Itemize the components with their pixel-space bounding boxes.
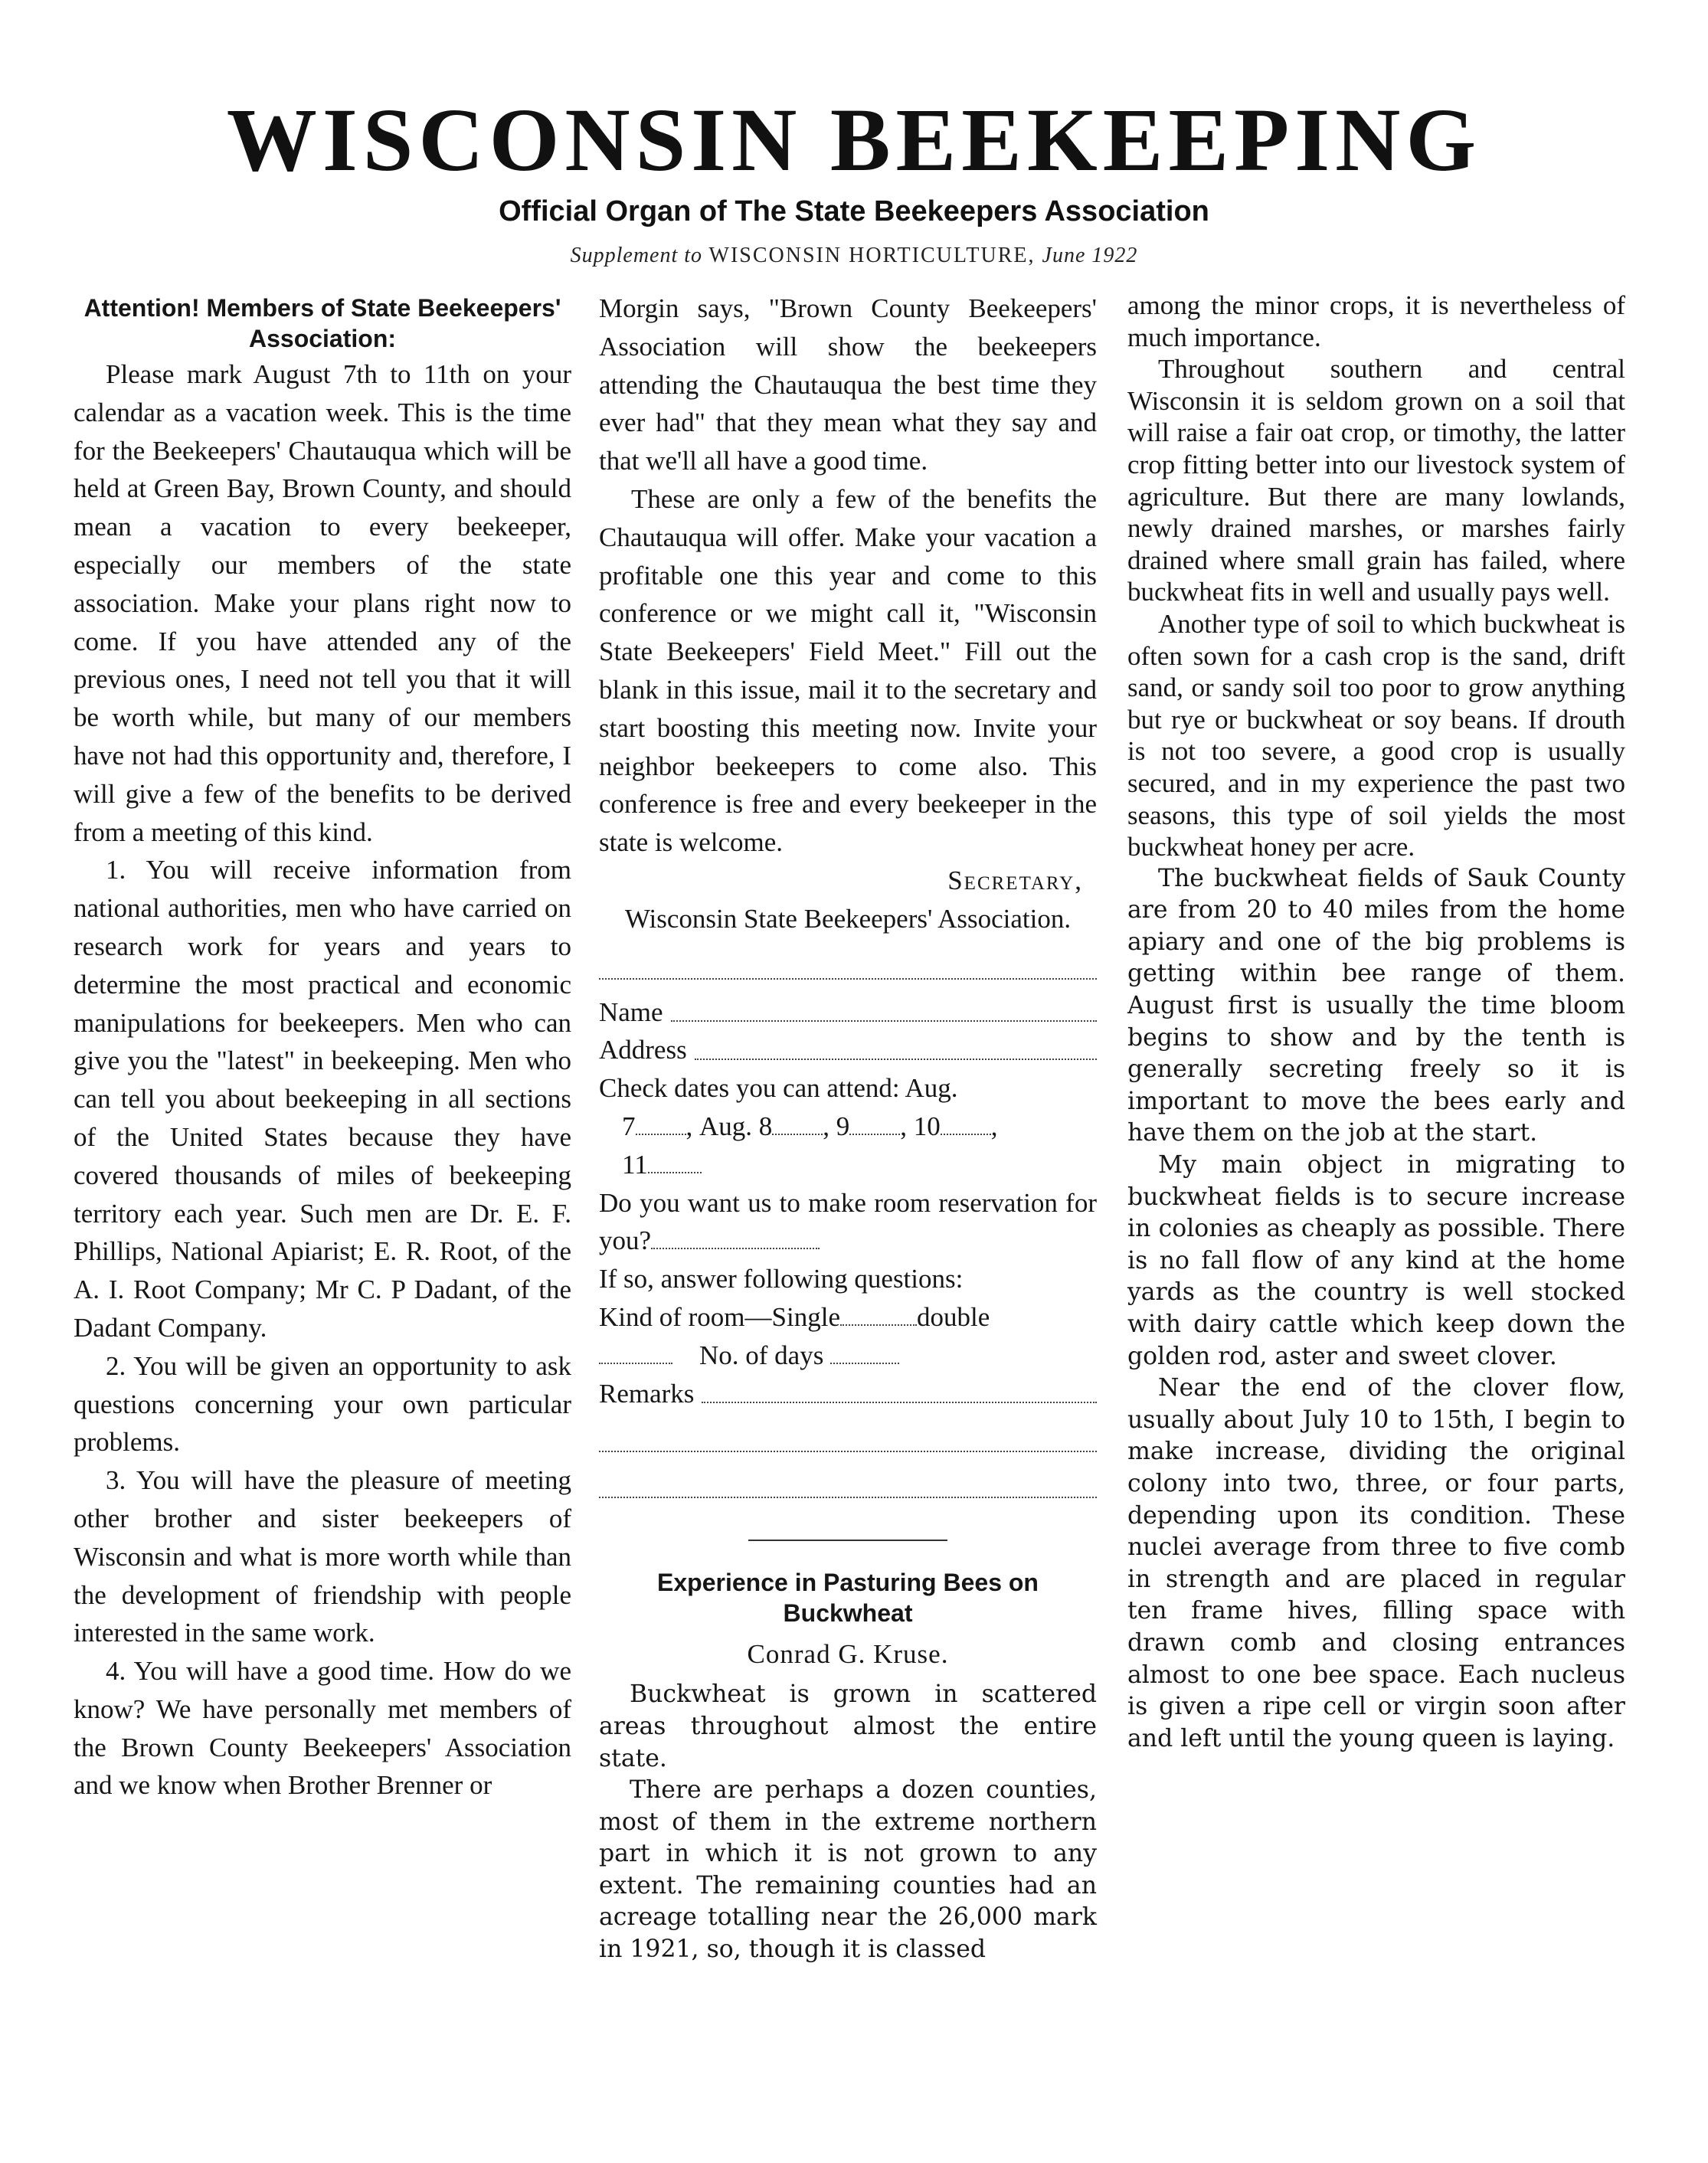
signature-title: Secretary,: [947, 865, 1083, 895]
date-7-blank[interactable]: [636, 1133, 686, 1135]
date-7-label: 7: [622, 1111, 636, 1141]
name-blank[interactable]: [671, 1019, 1097, 1022]
date-9-label: 9: [836, 1111, 850, 1141]
date-10-blank[interactable]: [941, 1133, 991, 1135]
article-paragraph: There are perhaps a dozen counties, most of them in the extreme northern part in which it is not grown to any extent. The remaining counties had an acreage totalling near the 26,000 mark in 1921, so, though it is classed: [599, 1776, 1097, 1964]
attention-paragraph: 1. You will receive information from national authorities, men who have carried on research work for years and years to determine the most practical and economic manipulations for beekeepers. Men who can give you the "latest" in beekeeping. Men who can tell you about beekeeping in all sections of the United States because they have covered thousands of miles of beekeeping territory each year. Such men are Dr. E. F. Phillips, National Apiarist; E. R. Root, of the A. I. Root Company; Mr C. P Dadant, of the Dadant Company.: [74, 855, 571, 1343]
attention-paragraph: Please mark August 7th to 11th on your calendar as a vacation week. This is the time for the Beekeepers' Chautauqua which will be held at Green Bay, Brown County, and should mean a vacation to every beekeeper, especially our members of the state association. Make your plans right now to come. If you have attended any of the previous ones, I need not tell you that it will be worth while, but many of our members have not had this opportunity and, therefore, I will give a few of the benefits to be derived from a meeting of this kind.: [74, 359, 571, 847]
remarks-label: Remarks: [599, 1378, 695, 1409]
single-blank[interactable]: [840, 1324, 917, 1326]
date-8-blank[interactable]: [772, 1133, 823, 1135]
attention-paragraph: 2. You will be given an opportunity to ask questions concerning your own particular problems.: [74, 1350, 571, 1458]
date-10-label: 10: [913, 1111, 941, 1141]
article-paragraph: Throughout southern and central Wisconsin it is seldom grown on a soil that will raise a fair oat crop, or timothy, the latter crop fitting better into our livestock system of agriculture. But there are many lowlands, newly drained marshes, or marshes fairly drained where small grain has failed, where buckwheat fits in well and usually pays well.: [1127, 354, 1625, 607]
form-top-rule: [599, 955, 1097, 980]
dates-row: [599, 1069, 1097, 1108]
attention-heading: Attention! Members of State Beekeepers' Association:: [83, 294, 561, 352]
date-11-label: 11: [622, 1149, 648, 1180]
room-question: [599, 1184, 1097, 1261]
publication-subtitle: Official Organ of The State Beekeepers Association: [499, 195, 1209, 227]
room-question-text: Do you want us to make room reservation for you?: [599, 1187, 1097, 1256]
supplement-name: WISCONSIN HORTICULTURE,: [708, 244, 1036, 267]
attention-paragraph: 4. You will have a good time. How do we know? We have personally met members of the Brown County Beekeepers' Association and we know when Brother Brenner or: [74, 1656, 571, 1801]
supplement-line: [0, 241, 1708, 271]
if-so-label: If so, answer following questions:: [599, 1264, 964, 1294]
remarks-row[interactable]: [599, 1375, 1097, 1413]
column-3: [1127, 290, 1625, 1755]
days-blank[interactable]: [830, 1362, 899, 1364]
dates-label: Check dates you can attend: Aug.: [599, 1073, 958, 1104]
article-author: Conrad G. Kruse.: [747, 1639, 949, 1670]
registration-form: [599, 955, 1097, 1499]
signature-organization: Wisconsin State Beekeepers' Association.: [624, 903, 1072, 934]
publication-title: WISCONSIN BEEKEEPING: [226, 90, 1482, 190]
date-11-blank[interactable]: [648, 1171, 702, 1173]
address-field-row[interactable]: [599, 1031, 1097, 1069]
name-field-row[interactable]: [599, 993, 1097, 1032]
room-question-blank[interactable]: [651, 1247, 820, 1249]
article-title: Experience in Pasturing Bees on Buckwheat: [657, 1569, 1039, 1628]
article-paragraph: among the minor crops, it is nevertheless of much importance.: [1127, 290, 1625, 352]
date-11-row: [599, 1146, 1097, 1184]
room-kind-label: Kind of room—Single: [599, 1301, 840, 1332]
column-2: [599, 290, 1097, 1966]
remarks-blank[interactable]: [702, 1401, 1097, 1403]
date-9-blank[interactable]: [849, 1133, 900, 1135]
remarks-extra-line[interactable]: [599, 1428, 1097, 1452]
attention-paragraph: 3. You will have the pleasure of meeting other brother and sister beekeepers of Wisconsin and what is more worth while than the development of friendship with people interested in the same work.: [74, 1465, 571, 1648]
attention-paragraph: Morgin says, "Brown County Beekeepers' Association will show the beekeepers attending the Chautauqua the best time they ever had" that they mean what they say and that we'll all have a good time.: [599, 293, 1097, 476]
article-paragraph: Buckwheat is grown in scattered areas throughout almost the entire state.: [599, 1680, 1097, 1772]
attention-paragraph: These are only a few of the benefits the Chautauqua will offer. Make your vacation a profitable one this year and come to this conference or we might call it, "Wisconsin State Beekeepers' Field Meet." Fill out the blank in this issue, mail it to the secretary and start boosting this meeting now. Invite your neighbor beekeepers to come also. This conference is free and every beekeeper in the state is welcome.: [599, 483, 1097, 858]
supplement-date: June 1922: [1042, 244, 1138, 267]
room-kind-row: [599, 1298, 1097, 1337]
days-row: [599, 1337, 1097, 1375]
masthead: [0, 90, 1708, 271]
article-paragraph: Another type of soil to which buckwheat is often sown for a cash crop is the sand, drift sand, or sandy soil too poor to grow anything but rye or buckwheat or soy beans. If drouth is not too severe, a good crop is usually secured, and in my experience the past two seasons, this type of soil yields the most buckwheat honey per acre.: [1127, 608, 1625, 862]
article-paragraph: The buckwheat fields of Sauk County are from 20 to 40 miles from the home apiary and one of the big problems is getting within bee range of them. August first is usually the time bloom begins to show and by the tenth is generally secreting freely so it is important to move the bees early and have them on the job at the start.: [1127, 864, 1625, 1147]
address-label: Address: [599, 1035, 687, 1065]
double-blank[interactable]: [599, 1362, 672, 1364]
dates-options-row: 7 , Aug. 8 , 9 , 10 ,: [599, 1108, 1097, 1146]
article-paragraph: My main object in migrating to buckwheat fields is to secure increase in colonies as cheaply as possible. There is no fall flow of any kind at the home yards as the country is well stocked with dairy cattle which keep down the golden rod, aster and sweet clover.: [1127, 1151, 1625, 1370]
supplement-prefix: Supplement to: [570, 244, 703, 267]
column-1: [74, 290, 571, 1805]
remarks-extra-line[interactable]: [599, 1474, 1097, 1498]
address-blank[interactable]: [695, 1058, 1097, 1060]
name-label: Name: [599, 996, 663, 1027]
article-paragraph: Near the end of the clover flow, usually about July 10 to 15th, I begin to make increase, dividing the original colony into two, three, or four parts, depending upon its condition. These nuclei average from three to five comb in strength and are placed in regular ten frame hives, filling space with drawn comb and closing entrances almost to one bee space. Each nucleus is given a ripe cell or virgin soon after and left until the young queen is laying.: [1127, 1374, 1625, 1752]
days-label: No. of days: [699, 1340, 824, 1370]
if-so-row: [599, 1260, 1097, 1298]
section-divider: [748, 1540, 947, 1541]
date-8-label: Aug. 8: [699, 1111, 773, 1141]
double-label: double: [916, 1301, 990, 1332]
